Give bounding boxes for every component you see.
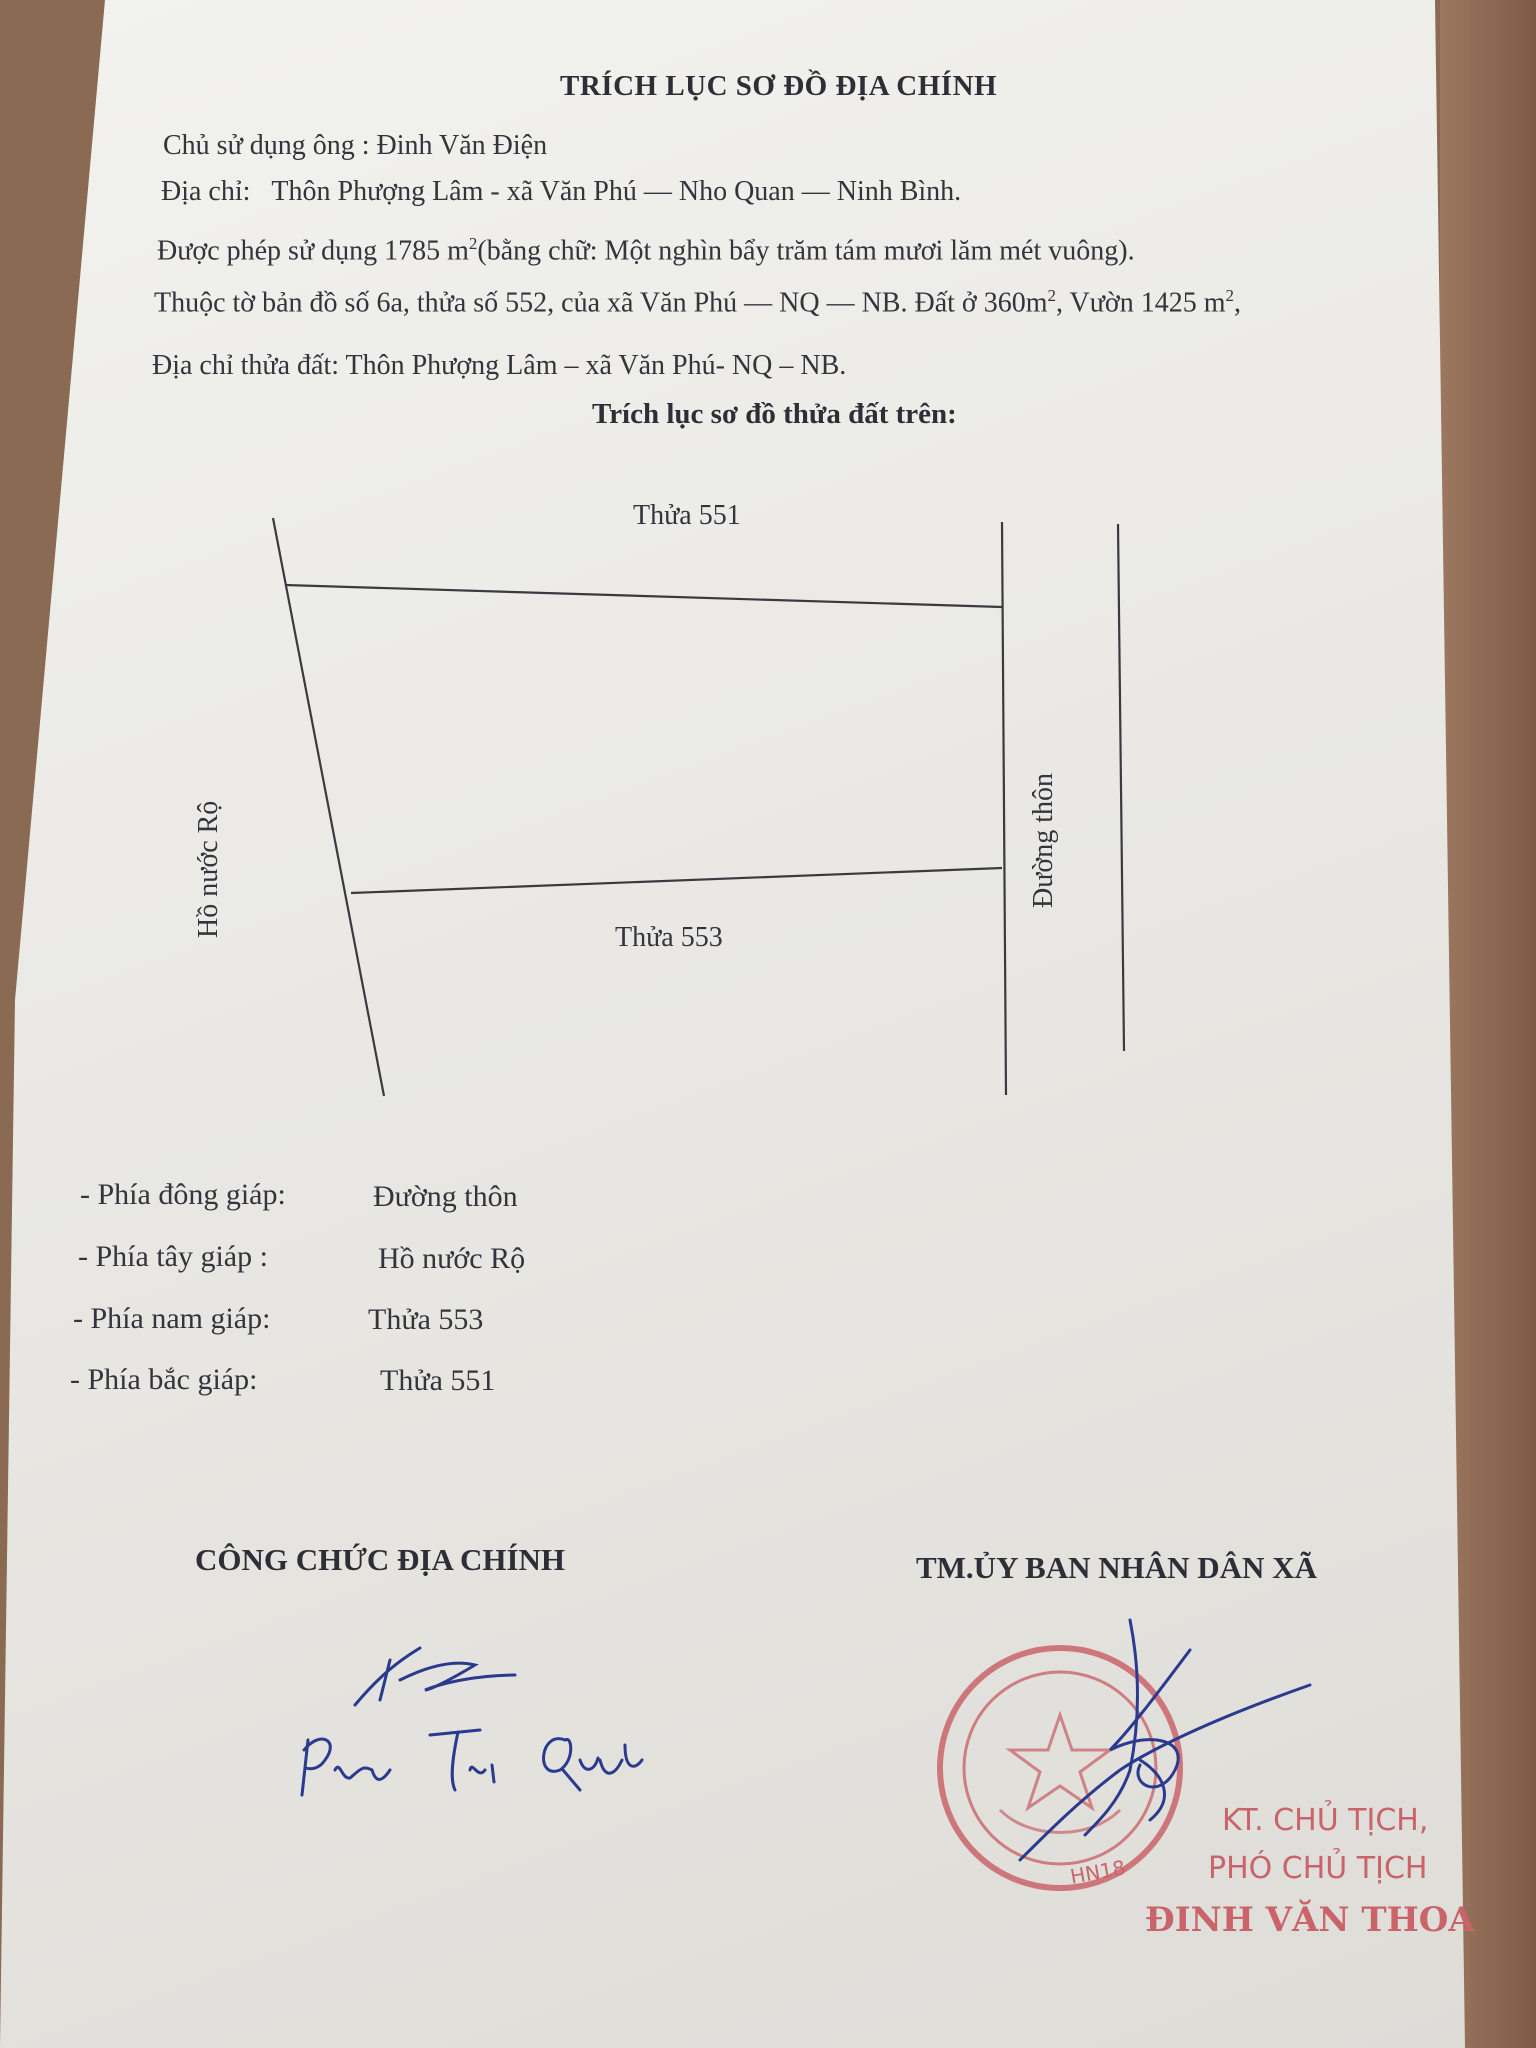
usage-prefix: Được phép sử dụng 1785 m <box>157 235 469 267</box>
right-handwritten-signature <box>990 1610 1330 1880</box>
map-prefix: Thuộc tờ bản đồ số 6a, thửa số 552, của xã Văn Phú — NQ — NB. Đất ở 360m <box>154 287 1048 319</box>
right-signatory-title: TM.ỦY BAN NHÂN DÂN XÃ <box>916 1550 1317 1585</box>
owner-line: Chủ sử dụng ông : Đinh Văn Điện <box>163 130 548 161</box>
document-title: TRÍCH LỤC SƠ ĐỒ ĐỊA CHÍNH <box>560 70 998 102</box>
map-end: , <box>1233 287 1241 319</box>
boundary-north-label: - Phía bắc giáp: <box>70 1363 258 1396</box>
north-boundary-line <box>285 585 1002 607</box>
boundary-east-label: - Phía đông giáp: <box>80 1178 286 1211</box>
usage-suffix: (bằng chữ: Một nghìn bẩy trăm tám mươi lăm mét vuông). <box>477 235 1135 267</box>
south-boundary-line <box>351 868 1002 893</box>
boundary-south-value: Thửa 553 <box>368 1303 484 1336</box>
boundary-east-value: Đường thôn <box>373 1180 518 1213</box>
road-edge-line <box>1118 524 1124 1051</box>
parcel-address-line: Địa chỉ thửa đất: Thôn Phượng Lâm – xã Văn Phú- NQ – NB. <box>152 350 847 381</box>
stamp-code: HN18 <box>1068 1855 1128 1889</box>
right-role-line-1: KT. CHỦ TỊCH, <box>1222 1803 1429 1838</box>
west-lake-label: Hồ nước Rộ <box>193 800 224 938</box>
east-road-label: Đường thôn <box>1028 773 1059 908</box>
map-mid: , Vườn 1425 m <box>1056 287 1226 319</box>
east-boundary-line <box>1002 522 1006 1095</box>
left-handwritten-signature <box>280 1620 700 1820</box>
sketch-title: Trích lục sơ đồ thửa đất trên: <box>592 398 957 430</box>
north-parcel-label: Thửa 551 <box>633 500 741 531</box>
boundary-west-label: - Phía tây giáp : <box>78 1240 268 1273</box>
address-value: Thôn Phượng Lâm - xã Văn Phú — Nho Quan — Ninh Bình. <box>271 176 962 207</box>
boundary-south-label: - Phía nam giáp: <box>73 1302 271 1335</box>
left-signatory-title: CÔNG CHỨC ĐỊA CHÍNH <box>195 1542 566 1577</box>
usage-sup: 2 <box>468 234 478 253</box>
west-boundary-line <box>273 518 384 1096</box>
south-parcel-label: Thửa 553 <box>615 922 723 953</box>
right-signer-name: ĐINH VĂN THOA <box>1145 1900 1475 1940</box>
map-sup-1: 2 <box>1047 286 1056 305</box>
address-label: Địa chỉ: <box>161 176 251 207</box>
right-role-line-2: PHÓ CHỦ TỊCH <box>1208 1851 1428 1886</box>
boundary-north-value: Thửa 551 <box>380 1364 496 1397</box>
map-sup-2: 2 <box>1225 286 1234 305</box>
boundary-west-value: Hồ nước Rộ <box>378 1242 526 1275</box>
